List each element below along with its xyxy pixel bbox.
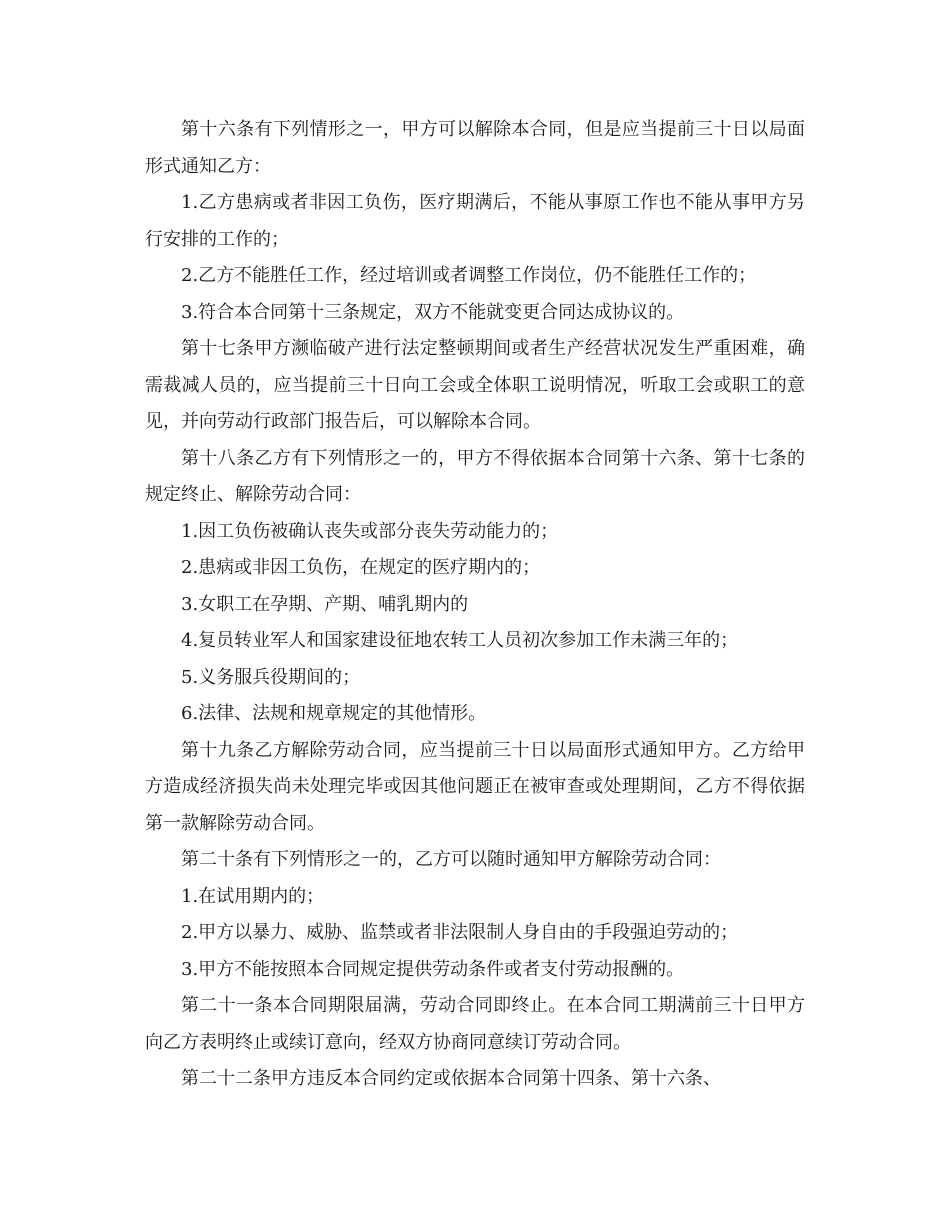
article-16-item-1: 1.乙方患病或者非因工负伤，医疗期满后，不能从事原工作也不能从事甲方另行安排的工作的； [145, 192, 805, 250]
article-16-paragraph: 第十六条有下列情形之一，甲方可以解除本合同，但是应当提前三十日以局面形式通知乙方： [145, 119, 805, 177]
article-20-paragraph: 第二十条有下列情形之一的，乙方可以随时通知甲方解除劳动合同： [181, 849, 721, 870]
article-17-paragraph: 第十七条甲方濒临破产进行法定整顿期间或者生产经营状况发生严重困难，确需裁减人员的，应当提前三十日向工会或全体职工说明情况，听取工会或职工的意见，并向劳动行政部门报告后，可以解除本合同。 [145, 338, 805, 432]
article-18-item-6: 6.法律、法规和规章规定的其他情形。 [181, 703, 487, 724]
article-18-item-4: 4.复员转业军人和国家建设征地农转工人员初次参加工作未满三年的； [181, 630, 739, 651]
article-18-item-1: 1.因工负伤被确认丧失或部分丧失劳动能力的； [181, 520, 559, 542]
article-20-item-2: 2.甲方以暴力、威胁、监禁或者非法限制人身自由的手段强迫劳动的； [181, 922, 739, 943]
article-18-item-5: 5.义务服兵役期间的； [181, 666, 361, 688]
article-20-item-1: 1.在试用期内的； [181, 885, 325, 907]
article-18-item-3: 3.女职工在孕期、产期、哺乳期内的 [181, 593, 469, 615]
article-16-item-3: 3.符合本合同第十三条规定，双方不能就变更合同达成协议的。 [181, 301, 685, 323]
article-22-paragraph: 第二十二条甲方违反本合同约定或依据本合同第十四条、第十六条、 [181, 1068, 721, 1089]
article-21-paragraph: 第二十一条本合同期限届满，劳动合同即终止。在本合同工期满前三十日甲方向乙方表明终止或续订意向，经双方协商同意续订劳动合同。 [145, 995, 805, 1053]
article-19-paragraph: 第十九条乙方解除劳动合同，应当提前三十日以局面形式通知甲方。乙方给甲方造成经济损失尚未处理完毕或因其他问题正在被审查或处理期间，乙方不得依据第一款解除劳动合同。 [145, 739, 805, 834]
article-20-item-3: 3.甲方不能按照本合同规定提供劳动条件或者支付劳动报酬的。 [181, 958, 685, 980]
article-16-item-2: 2.乙方不能胜任工作，经过培训或者调整工作岗位，仍不能胜任工作的； [181, 265, 757, 286]
document-body [145, 112, 805, 1098]
article-18-item-2: 2.患病或非因工负伤，在规定的医疗期内的； [181, 557, 541, 578]
article-18-paragraph: 第十八条乙方有下列情形之一的，甲方不得依据本合同第十六条、第十七条的规定终止、解除劳动合同： [145, 447, 805, 505]
